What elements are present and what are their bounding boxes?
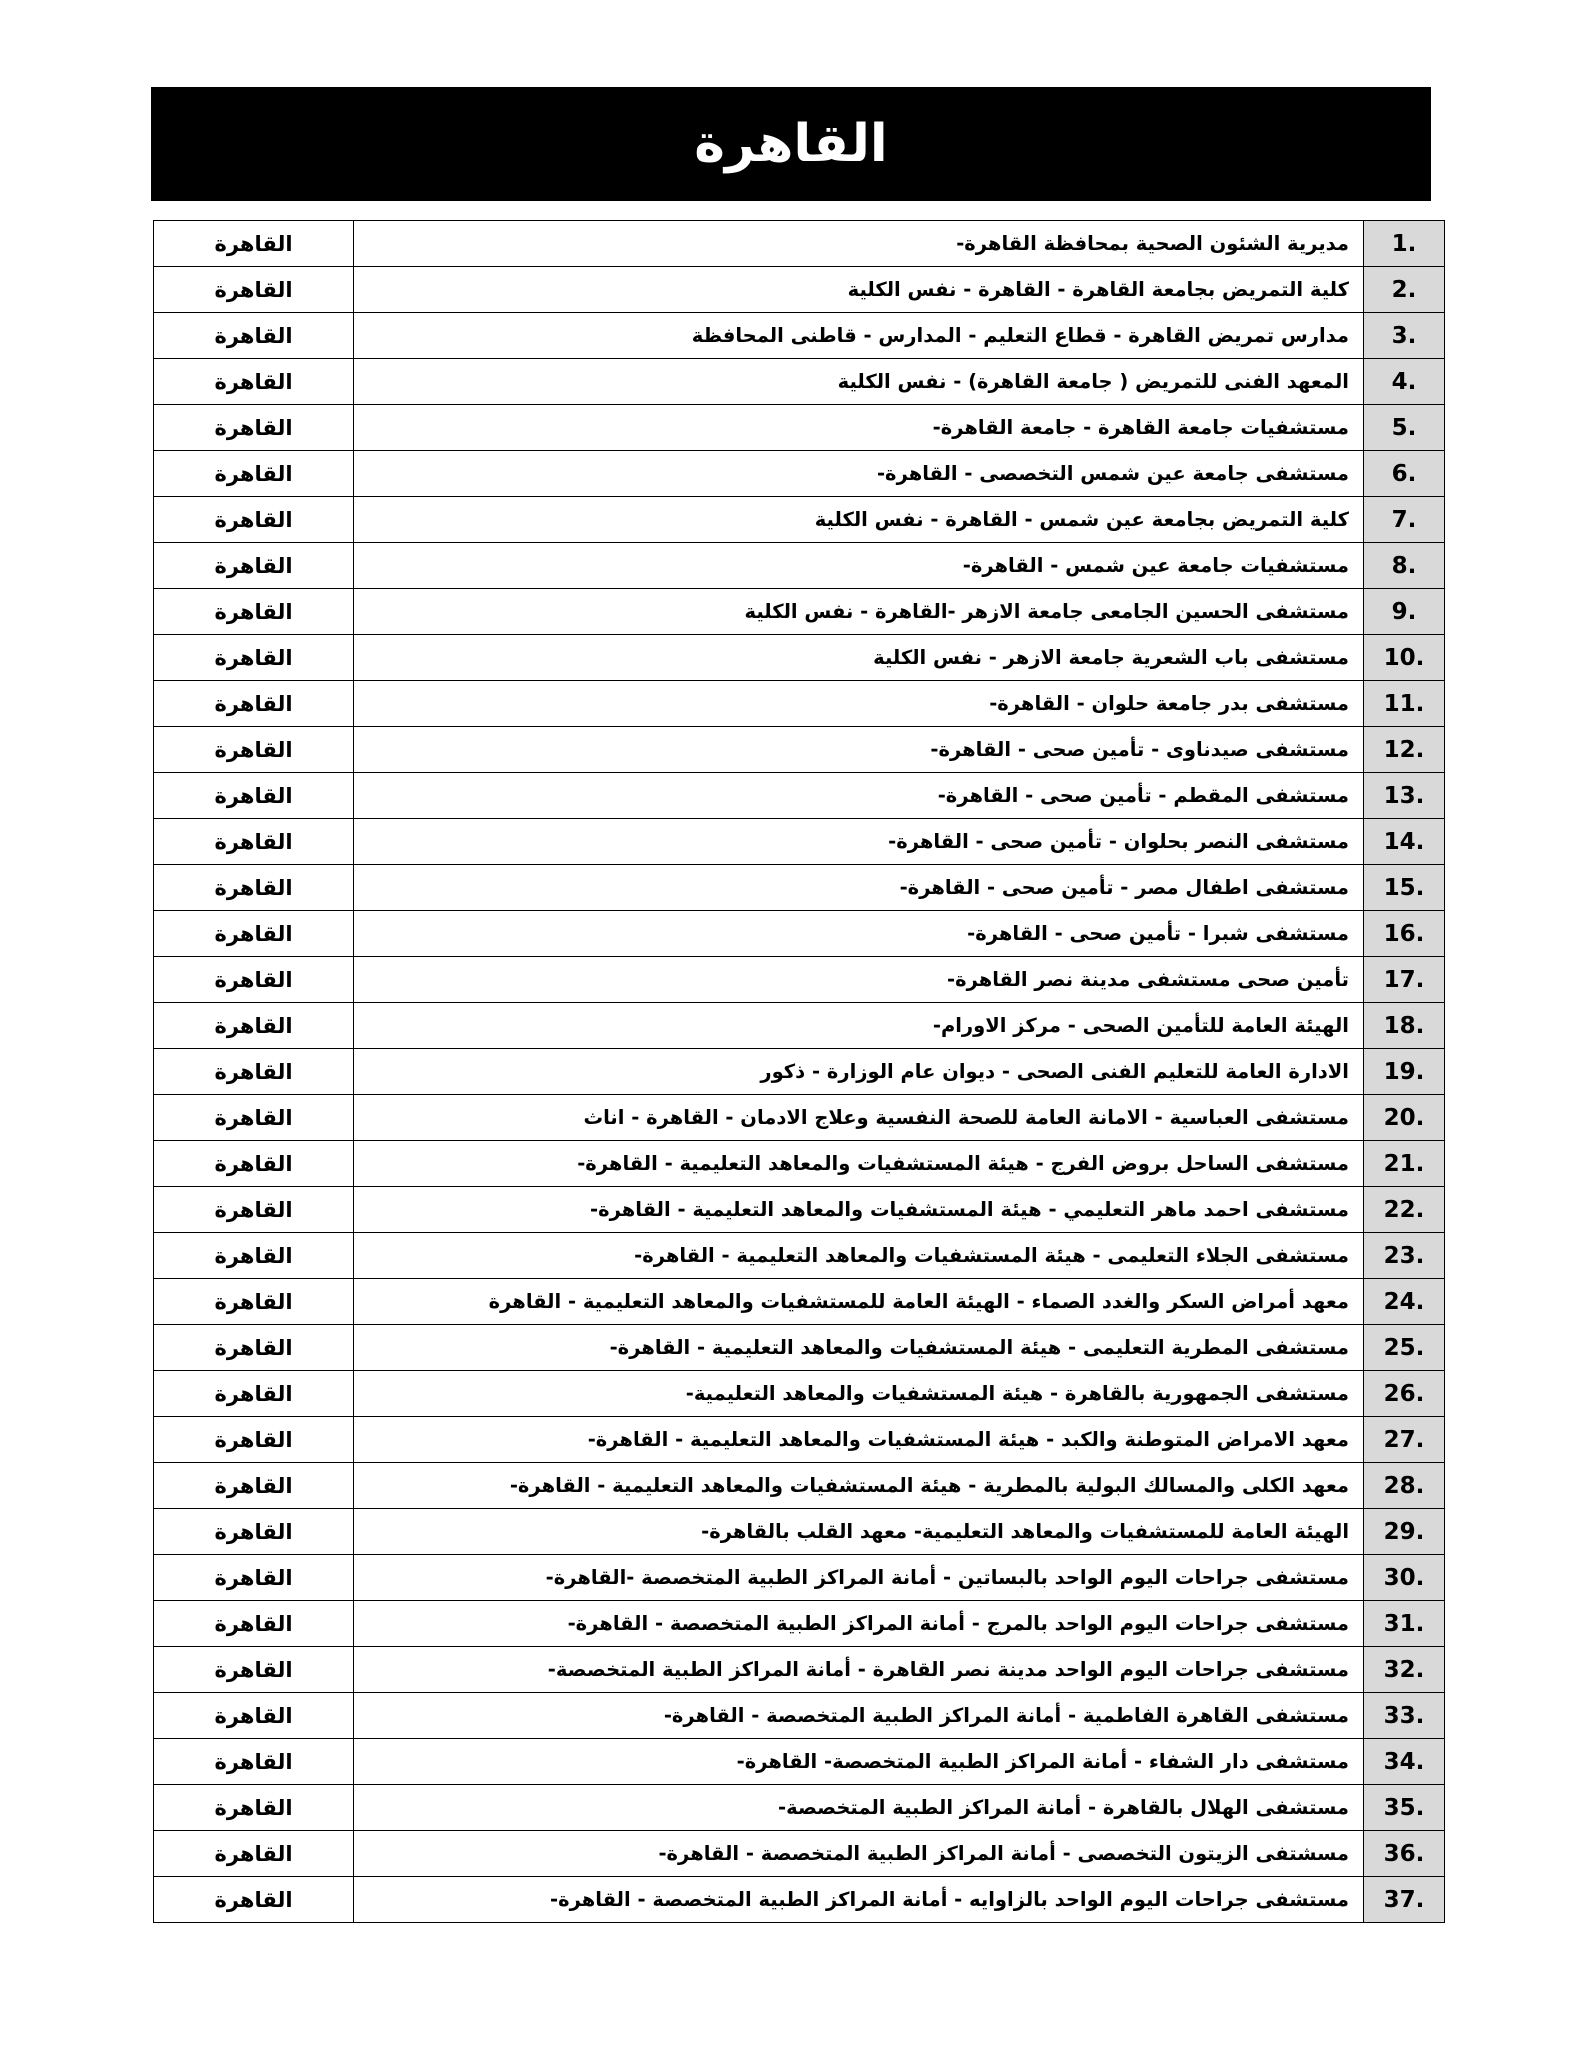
table-row <box>154 1601 1445 1647</box>
facility-name: مدارس تمريض القاهرة - قطاع التعليم - المدارس - قاطنى المحافظة <box>354 313 1364 359</box>
row-number-cell <box>1364 1693 1445 1739</box>
row-number: 17. <box>1383 966 1425 993</box>
table-row <box>154 1003 1445 1049</box>
table-row <box>154 589 1445 635</box>
row-number-cell <box>1364 1371 1445 1417</box>
row-number-cell <box>1364 267 1445 313</box>
facility-name: مستشفى صيدناوى - تأمين صحى - القاهرة- <box>354 727 1364 773</box>
governorate-name: القاهرة <box>154 1877 354 1923</box>
row-number-cell <box>1364 543 1445 589</box>
facility-name: معهد الامراض المتوطنة والكبد - هيئة المستشفيات والمعاهد التعليمية - القاهرة- <box>354 1417 1364 1463</box>
row-number-cell <box>1364 1555 1445 1601</box>
facility-name: كلية التمريض بجامعة عين شمس - القاهرة - نفس الكلية <box>354 497 1364 543</box>
row-number: 7. <box>1391 506 1417 533</box>
row-number-cell <box>1364 497 1445 543</box>
table-row <box>154 1555 1445 1601</box>
facility-name: مستشفى جراحات اليوم الواحد بالزاوايه - أمانة المراكز الطبية المتخصصة - القاهرة- <box>354 1877 1364 1923</box>
row-number: 8. <box>1391 552 1417 579</box>
row-number-cell <box>1364 1187 1445 1233</box>
row-number: 10. <box>1383 644 1425 671</box>
governorate-name: القاهرة <box>154 727 354 773</box>
row-number: 19. <box>1383 1058 1425 1085</box>
table-row <box>154 635 1445 681</box>
row-number-cell <box>1364 405 1445 451</box>
row-number: 27. <box>1383 1426 1425 1453</box>
table-row <box>154 727 1445 773</box>
governorate-name: القاهرة <box>154 1003 354 1049</box>
facilities-table <box>153 220 1445 1923</box>
facility-name: مستشفى جراحات اليوم الواحد بالمرج - أمانة المراكز الطبية المتخصصة - القاهرة- <box>354 1601 1364 1647</box>
row-number: 12. <box>1383 736 1425 763</box>
governorate-name: القاهرة <box>154 405 354 451</box>
facility-name: معهد الكلى والمسالك البولية بالمطرية - هيئة المستشفيات والمعاهد التعليمية - القاهرة- <box>354 1463 1364 1509</box>
facility-name: مستشفى الجمهورية بالقاهرة - هيئة المستشفيات والمعاهد التعليمية- <box>354 1371 1364 1417</box>
governorate-name: القاهرة <box>154 267 354 313</box>
facility-name: مستشفى النصر بحلوان - تأمين صحى - القاهرة- <box>354 819 1364 865</box>
governorate-name: القاهرة <box>154 359 354 405</box>
table-row <box>154 1647 1445 1693</box>
row-number: 24. <box>1383 1288 1425 1315</box>
facility-name: كلية التمريض بجامعة القاهرة - القاهرة - نفس الكلية <box>354 267 1364 313</box>
governorate-name: القاهرة <box>154 1279 354 1325</box>
row-number: 21. <box>1383 1150 1425 1177</box>
facility-name: مستشفى الهلال بالقاهرة - أمانة المراكز الطبية المتخصصة- <box>354 1785 1364 1831</box>
table-row <box>154 957 1445 1003</box>
row-number-cell <box>1364 359 1445 405</box>
row-number-cell <box>1364 1141 1445 1187</box>
row-number-cell <box>1364 635 1445 681</box>
row-number: 22. <box>1383 1196 1425 1223</box>
table-row <box>154 1509 1445 1555</box>
facility-name: مستشفى جراحات اليوم الواحد مدينة نصر القاهرة - أمانة المراكز الطبية المتخصصة- <box>354 1647 1364 1693</box>
table-row <box>154 1831 1445 1877</box>
row-number-cell <box>1364 1831 1445 1877</box>
governorate-name: القاهرة <box>154 1601 354 1647</box>
governorate-name: القاهرة <box>154 1831 354 1877</box>
table-row <box>154 405 1445 451</box>
facility-name: مستشفى القاهرة الفاطمية - أمانة المراكز الطبية المتخصصة - القاهرة- <box>354 1693 1364 1739</box>
table-row <box>154 681 1445 727</box>
row-number: 9. <box>1391 598 1417 625</box>
governorate-name: القاهرة <box>154 1509 354 1555</box>
row-number: 4. <box>1391 368 1417 395</box>
table-row <box>154 267 1445 313</box>
governorate-name: القاهرة <box>154 221 354 267</box>
row-number-cell <box>1364 1049 1445 1095</box>
facility-name: تأمين صحى مستشفى مدينة نصر القاهرة- <box>354 957 1364 1003</box>
row-number: 37. <box>1383 1886 1425 1913</box>
row-number: 18. <box>1383 1012 1425 1039</box>
facility-name: الادارة العامة للتعليم الفنى الصحى - ديوان عام الوزارة - ذكور <box>354 1049 1364 1095</box>
facility-name: مستشفى بدر جامعة حلوان - القاهرة- <box>354 681 1364 727</box>
row-number-cell <box>1364 1509 1445 1555</box>
row-number-cell <box>1364 1233 1445 1279</box>
row-number: 32. <box>1383 1656 1425 1683</box>
governorate-name: القاهرة <box>154 1325 354 1371</box>
governorate-name: القاهرة <box>154 313 354 359</box>
governorate-name: القاهرة <box>154 635 354 681</box>
governorate-name: القاهرة <box>154 865 354 911</box>
facility-name: مستشفى الجلاء التعليمى - هيئة المستشفيات والمعاهد التعليمية - القاهرة- <box>354 1233 1364 1279</box>
table-row <box>154 865 1445 911</box>
row-number-cell <box>1364 451 1445 497</box>
table-row <box>154 1233 1445 1279</box>
facility-name: مديرية الشئون الصحية بمحافظة القاهرة- <box>354 221 1364 267</box>
facility-name: مستشفى باب الشعرية جامعة الازهر - نفس الكلية <box>354 635 1364 681</box>
row-number-cell <box>1364 1325 1445 1371</box>
table-row <box>154 1049 1445 1095</box>
row-number: 20. <box>1383 1104 1425 1131</box>
row-number-cell <box>1364 1279 1445 1325</box>
row-number-cell <box>1364 1463 1445 1509</box>
table-row <box>154 819 1445 865</box>
row-number: 14. <box>1383 828 1425 855</box>
table-row <box>154 1371 1445 1417</box>
row-number-cell <box>1364 681 1445 727</box>
facility-name: مستشفى المقطم - تأمين صحى - القاهرة- <box>354 773 1364 819</box>
governorate-name: القاهرة <box>154 911 354 957</box>
page-title: القاهرة <box>694 114 888 174</box>
facility-name: مسشتفى الزيتون التخصصى - أمانة المراكز الطبية المتخصصة - القاهرة- <box>354 1831 1364 1877</box>
row-number: 11. <box>1383 690 1425 717</box>
row-number-cell <box>1364 957 1445 1003</box>
facility-name: مستشفى اطفال مصر - تأمين صحى - القاهرة- <box>354 865 1364 911</box>
table-row <box>154 1877 1445 1923</box>
row-number-cell <box>1364 911 1445 957</box>
table-row <box>154 451 1445 497</box>
row-number-cell <box>1364 865 1445 911</box>
row-number: 34. <box>1383 1748 1425 1775</box>
governorate-name: القاهرة <box>154 589 354 635</box>
row-number: 6. <box>1391 460 1417 487</box>
governorate-name: القاهرة <box>154 773 354 819</box>
row-number-cell <box>1364 1785 1445 1831</box>
governorate-name: القاهرة <box>154 819 354 865</box>
row-number-cell <box>1364 773 1445 819</box>
row-number: 3. <box>1391 322 1417 349</box>
header-banner <box>151 87 1431 201</box>
governorate-name: القاهرة <box>154 957 354 1003</box>
row-number: 36. <box>1383 1840 1425 1867</box>
facility-name: مستشفى جامعة عين شمس التخصصى - القاهرة- <box>354 451 1364 497</box>
row-number-cell <box>1364 589 1445 635</box>
governorate-name: القاهرة <box>154 1693 354 1739</box>
facility-name: مستشفى شبرا - تأمين صحى - القاهرة- <box>354 911 1364 957</box>
table-row <box>154 497 1445 543</box>
row-number: 1. <box>1391 230 1417 257</box>
governorate-name: القاهرة <box>154 1049 354 1095</box>
facility-name: مستشفى العباسية - الامانة العامة للصحة النفسية وعلاج الادمان - القاهرة - اناث <box>354 1095 1364 1141</box>
row-number-cell <box>1364 1095 1445 1141</box>
table-row <box>154 1417 1445 1463</box>
facility-name: مستشفى دار الشفاء - أمانة المراكز الطبية المتخصصة- القاهرة- <box>354 1739 1364 1785</box>
row-number: 30. <box>1383 1564 1425 1591</box>
facility-name: مستشفى جراحات اليوم الواحد بالبساتين - أمانة المراكز الطبية المتخصصة -القاهرة- <box>354 1555 1364 1601</box>
table-row <box>154 543 1445 589</box>
table-row <box>154 1095 1445 1141</box>
governorate-name: القاهرة <box>154 681 354 727</box>
governorate-name: القاهرة <box>154 1371 354 1417</box>
governorate-name: القاهرة <box>154 1141 354 1187</box>
row-number: 31. <box>1383 1610 1425 1637</box>
governorate-name: القاهرة <box>154 1555 354 1601</box>
facility-name: الهيئة العامة للمستشفيات والمعاهد التعليمية- معهد القلب بالقاهرة- <box>354 1509 1364 1555</box>
table-row <box>154 1463 1445 1509</box>
facility-name: مستشفيات جامعة القاهرة - جامعة القاهرة- <box>354 405 1364 451</box>
governorate-name: القاهرة <box>154 1187 354 1233</box>
table-row <box>154 1279 1445 1325</box>
row-number-cell <box>1364 1003 1445 1049</box>
row-number-cell <box>1364 727 1445 773</box>
facility-name: مستشفى المطرية التعليمى - هيئة المستشفيات والمعاهد التعليمية - القاهرة- <box>354 1325 1364 1371</box>
row-number: 26. <box>1383 1380 1425 1407</box>
table-row <box>154 911 1445 957</box>
governorate-name: القاهرة <box>154 1095 354 1141</box>
row-number-cell <box>1364 221 1445 267</box>
table-row <box>154 1141 1445 1187</box>
row-number: 29. <box>1383 1518 1425 1545</box>
governorate-name: القاهرة <box>154 1647 354 1693</box>
facility-name: مستشفيات جامعة عين شمس - القاهرة- <box>354 543 1364 589</box>
row-number-cell <box>1364 1417 1445 1463</box>
row-number: 13. <box>1383 782 1425 809</box>
row-number: 5. <box>1391 414 1417 441</box>
governorate-name: القاهرة <box>154 1463 354 1509</box>
governorate-name: القاهرة <box>154 1233 354 1279</box>
governorate-name: القاهرة <box>154 1739 354 1785</box>
table-row <box>154 221 1445 267</box>
row-number-cell <box>1364 1877 1445 1923</box>
governorate-name: القاهرة <box>154 543 354 589</box>
row-number-cell <box>1364 1601 1445 1647</box>
table-row <box>154 359 1445 405</box>
row-number: 25. <box>1383 1334 1425 1361</box>
row-number: 33. <box>1383 1702 1425 1729</box>
facility-name: مستشفى الحسين الجامعى جامعة الازهر -القاهرة - نفس الكلية <box>354 589 1364 635</box>
row-number: 35. <box>1383 1794 1425 1821</box>
table-row <box>154 1739 1445 1785</box>
governorate-name: القاهرة <box>154 1417 354 1463</box>
table-row <box>154 1785 1445 1831</box>
table-row <box>154 1187 1445 1233</box>
table-row <box>154 1693 1445 1739</box>
table-row <box>154 1325 1445 1371</box>
row-number: 28. <box>1383 1472 1425 1499</box>
facility-name: مستشفى احمد ماهر التعليمي - هيئة المستشفيات والمعاهد التعليمية - القاهرة- <box>354 1187 1364 1233</box>
table-row <box>154 313 1445 359</box>
governorate-name: القاهرة <box>154 1785 354 1831</box>
row-number-cell <box>1364 1647 1445 1693</box>
governorate-name: القاهرة <box>154 497 354 543</box>
row-number-cell <box>1364 313 1445 359</box>
row-number: 16. <box>1383 920 1425 947</box>
row-number-cell <box>1364 1739 1445 1785</box>
facility-name: مستشفى الساحل بروض الفرج - هيئة المستشفيات والمعاهد التعليمية - القاهرة- <box>354 1141 1364 1187</box>
row-number-cell <box>1364 819 1445 865</box>
governorate-name: القاهرة <box>154 451 354 497</box>
row-number: 15. <box>1383 874 1425 901</box>
facility-name: الهيئة العامة للتأمين الصحى - مركز الاورام- <box>354 1003 1364 1049</box>
row-number: 2. <box>1391 276 1417 303</box>
table-body <box>154 221 1445 1923</box>
row-number: 23. <box>1383 1242 1425 1269</box>
table-row <box>154 773 1445 819</box>
facility-name: معهد أمراض السكر والغدد الصماء - الهيئة العامة للمستشفيات والمعاهد التعليمية - القاهرة <box>354 1279 1364 1325</box>
facility-name: المعهد الفنى للتمريض ( جامعة القاهرة) - نفس الكلية <box>354 359 1364 405</box>
